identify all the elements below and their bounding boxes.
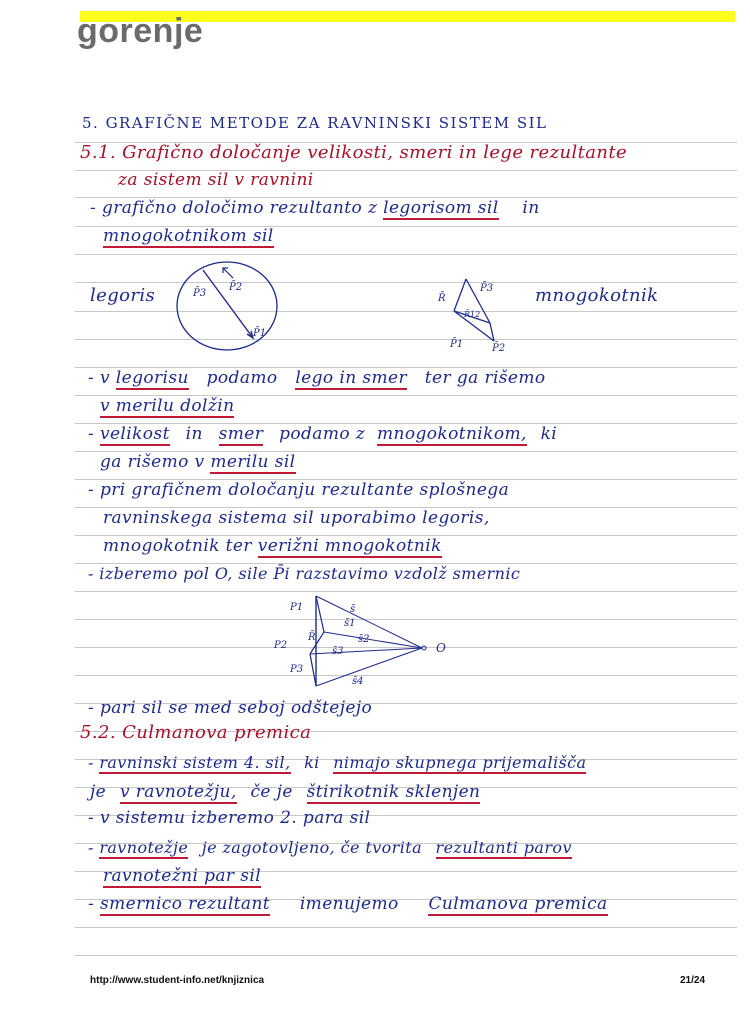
line-1-a: - grafično določimo rezultanto z <box>90 198 378 218</box>
culmann-1-c: ki <box>304 753 320 772</box>
bullet-1-b: legorisu <box>115 368 189 388</box>
bullet-2-cont-a: ga rišemo v <box>100 452 205 472</box>
culmann-2-a: je <box>90 782 107 802</box>
bullet-3-cont-2-a: mnogokotnik ter <box>103 536 252 556</box>
culmann-1-a: - <box>88 753 94 772</box>
bullet-2 <box>88 424 557 444</box>
bullet-3: - pri grafičnem določanju rezultante splošnega <box>88 480 510 500</box>
bullet-3-cont-2 <box>103 536 442 556</box>
line-2-a: mnogokotnikom sil <box>103 226 274 246</box>
culmann-2 <box>90 782 480 802</box>
section-5-2-heading: 5.2. Culmanova premica <box>80 722 312 743</box>
funicular-diagram <box>270 592 460 694</box>
leg-p1-label: P̄1 <box>253 328 267 339</box>
mno-p2-label: P̄2 <box>492 343 506 353</box>
bullet-2-g: ki <box>540 424 558 444</box>
fv-s3-label: s̄3 <box>332 646 344 657</box>
fv-p3-label: P3 <box>290 664 304 675</box>
line-1-c: in <box>522 198 540 218</box>
bullet-2-c: in <box>185 424 203 444</box>
culmann-4-b: ravnotežje <box>99 838 189 857</box>
bullet-2-b: velikost <box>99 424 170 444</box>
fv-r-label: R̄ <box>308 632 316 643</box>
fv-s-label: s̄ <box>350 604 356 615</box>
culmann-1-b: ravninski sistem 4. sil, <box>99 753 291 772</box>
culmann-5-b: smernico rezultant <box>99 894 271 914</box>
bullet-2-f: mnogokotnikom, <box>376 424 527 444</box>
bullet-1-a: - v <box>88 368 110 388</box>
section-5-1-heading-cont: za sistem sil v ravnini <box>118 170 314 190</box>
culmann-4-d: rezultanti parov <box>435 838 572 857</box>
bullet-3-cont-2-b: verižni mnogokotnik <box>257 536 442 556</box>
culmann-4-cont <box>103 866 261 886</box>
bullet-1-cont-text: v merilu dolžin <box>100 396 235 416</box>
culmann-5-d: Culmanova premica <box>428 894 608 914</box>
culmann-4-c: je zagotovljeno, če tvorita <box>201 838 423 857</box>
fv-s2-label: s̄2 <box>358 634 370 645</box>
bullet-1-c: podamo <box>206 368 278 388</box>
bullet-1-cont <box>100 396 234 416</box>
fv-p2-label: P2 <box>274 640 288 651</box>
culmann-2-c: če je <box>250 782 293 802</box>
footer-url[interactable]: http://www.student-info.net/knjiznica <box>90 975 265 986</box>
mno-p1-label: P̄1 <box>450 339 464 350</box>
page-number: 21/24 <box>680 975 706 986</box>
brand-logo: gorenje <box>77 12 204 50</box>
legoris-diagram <box>175 258 285 358</box>
bullet-2-cont-b: merilu sil <box>210 452 296 472</box>
bullet-3-cont-1: ravninskega sistema sil uporabimo legoris, <box>103 508 490 528</box>
bullet-1-e: ter ga rišemo <box>424 368 546 388</box>
culmann-1 <box>88 753 586 772</box>
bullet-1-d: lego in smer <box>295 368 407 388</box>
culmann-5-c: imenujemo <box>299 894 399 914</box>
mno-p3-label: P̄3 <box>480 283 494 294</box>
line-1 <box>90 198 540 218</box>
bullet-1 <box>88 368 546 388</box>
fv-s1-label: s̄1 <box>344 618 356 629</box>
mno-r12-label: R̄12 <box>464 310 481 319</box>
line-1-b: legorisom sil <box>383 198 499 218</box>
section-5-heading: 5. GRAFIČNE METODE ZA RAVNINSKI SISTEM SIL <box>82 114 548 132</box>
culmann-2-d: štirikotnik sklenjen <box>306 782 481 802</box>
line-2 <box>103 226 274 246</box>
fv-p1-label: P1 <box>290 602 304 613</box>
culmann-4 <box>88 838 572 857</box>
culmann-1-d: nimajo skupnega prijemališča <box>333 753 587 772</box>
culmann-5-a: - <box>88 894 95 914</box>
legoris-label: legoris <box>90 285 156 306</box>
fv-s4-label: s̄4 <box>352 676 364 687</box>
leg-p2-label: P̄2 <box>229 282 243 293</box>
section-5-1-heading: 5.1. Grafično določanje velikosti, smeri in lege rezultante <box>80 142 628 163</box>
culmann-2-b: v ravnotežju, <box>119 782 237 802</box>
mno-r-label: R̄ <box>438 293 446 304</box>
mnogokotnik-label: mnogokotnik <box>535 285 659 306</box>
mnogokotnik-diagram <box>432 265 512 353</box>
culmann-4-a: - <box>88 838 94 857</box>
culmann-3: - v sistemu izberemo 2. para sil <box>88 808 371 828</box>
bullet-5: - pari sil se med seboj odštejejo <box>88 698 373 718</box>
fv-o-label: O <box>436 641 446 655</box>
bullet-2-cont <box>100 452 296 472</box>
culmann-4-cont-text: ravnotežni par sil <box>103 866 262 886</box>
bullet-2-e: podamo z <box>279 424 366 444</box>
bullet-4: - izberemo pol O, sile P̄i razstavimo vzdolž smernic <box>88 564 521 583</box>
bullet-2-d: smer <box>218 424 264 444</box>
leg-p3-label: P̄3 <box>193 288 207 299</box>
culmann-5 <box>88 894 608 914</box>
bullet-2-a: - <box>88 424 95 444</box>
